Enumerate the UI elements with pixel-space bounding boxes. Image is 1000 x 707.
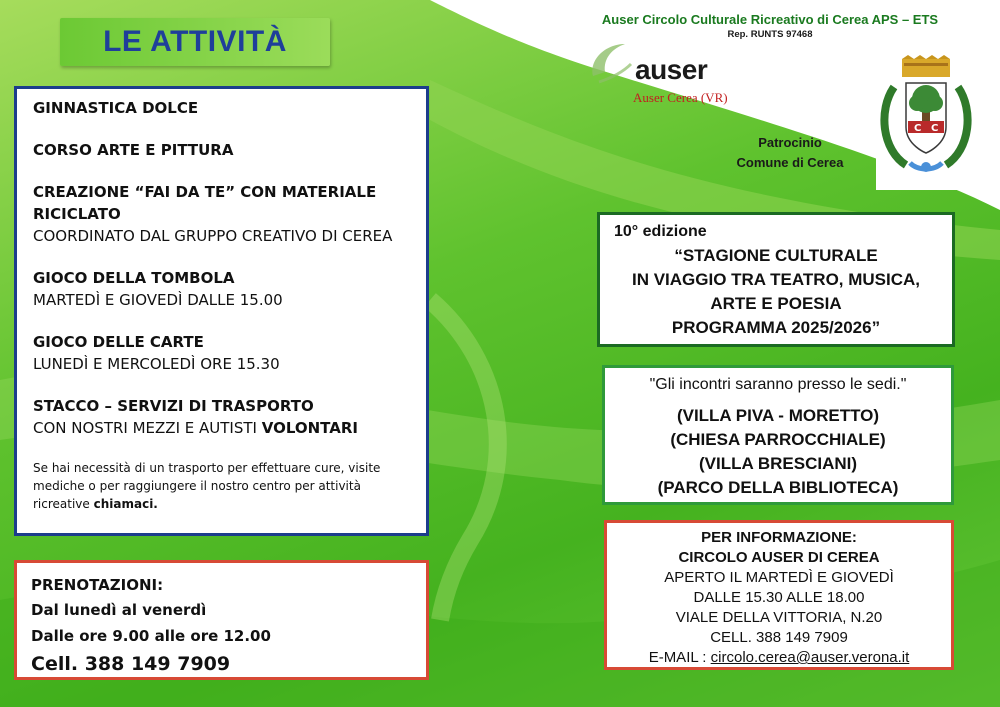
activity-detail: COORDINATO DAL GRUPPO CREATIVO DI CEREA bbox=[33, 227, 393, 245]
activity-detail-emphasis: VOLONTARI bbox=[261, 419, 358, 437]
activities-title-badge bbox=[60, 18, 330, 66]
activity-heading: STACCO – SERVIZI DI TRASPORTO bbox=[33, 397, 314, 415]
booking-days: Dal lunedì al venerdì bbox=[31, 601, 207, 619]
info-email-link[interactable]: circolo.cerea@auser.verona.it bbox=[710, 649, 910, 666]
activity-detail-text: CON NOSTRI MEZZI E AUTISTI bbox=[33, 419, 262, 437]
logo-subtitle: Auser Cerea (VR) bbox=[633, 90, 728, 105]
info-heading: PER INFORMAZIONE: bbox=[701, 529, 857, 546]
activity-item bbox=[33, 331, 412, 375]
info-box bbox=[604, 520, 954, 670]
patronage bbox=[690, 133, 890, 173]
activity-heading: CREAZIONE “FAI DA TE” CON MATERIALE RICICLATO bbox=[33, 183, 377, 223]
transport-note-call: chiamaci. bbox=[93, 497, 158, 511]
logo-word: auser bbox=[635, 54, 708, 85]
venues-box bbox=[602, 365, 954, 505]
venue-item: (CHIESA PARROCCHIALE) bbox=[670, 430, 886, 449]
activity-item bbox=[33, 139, 412, 161]
venue-item: (VILLA BRESCIANI) bbox=[698, 454, 858, 473]
transport-note-text: Se hai necessità di un trasporto per effettuare cure, visite mediche o per raggiungere il nostro centro per attività ricreative bbox=[33, 461, 381, 511]
activity-heading: GINNASTICA DOLCE bbox=[33, 99, 199, 117]
info-phone[interactable]: CELL. 388 149 7909 bbox=[710, 629, 848, 646]
booking-phone[interactable]: Cell. 388 149 7909 bbox=[31, 653, 231, 675]
season-title-line: IN VIAGGIO TRA TEATRO, MUSICA, bbox=[631, 270, 921, 289]
season-title-line: “STAGIONE CULTURALE bbox=[674, 246, 878, 265]
activity-heading: GIOCO DELLE CARTE bbox=[33, 333, 204, 351]
edition-box bbox=[597, 212, 955, 347]
activity-heading: CORSO ARTE E PITTURA bbox=[33, 141, 234, 159]
booking-box bbox=[14, 560, 429, 680]
activity-item bbox=[33, 97, 412, 119]
svg-text:C: C bbox=[914, 123, 922, 134]
activity-item bbox=[33, 181, 412, 247]
activity-detail: LUNEDÌ E MERCOLEDÌ ORE 15.30 bbox=[33, 355, 280, 373]
season-title-line: ARTE E POESIA bbox=[710, 294, 842, 313]
patronage-label: Patrocinio bbox=[758, 135, 822, 150]
organization-registry: Rep. RUNTS 97468 bbox=[727, 29, 813, 40]
venue-item: (PARCO DELLA BIBLIOTECA) bbox=[657, 478, 899, 497]
page-title: LE ATTIVITÀ bbox=[103, 25, 287, 58]
season-title-line: PROGRAMMA 2025/2026” bbox=[671, 318, 881, 337]
info-address: VIALE DELLA VITTORIA, N.20 bbox=[675, 609, 883, 626]
activity-item bbox=[33, 395, 412, 439]
activity-heading: GIOCO DELLA TOMBOLA bbox=[33, 269, 235, 287]
booking-label: PRENOTAZIONI: bbox=[31, 576, 164, 594]
info-hours: DALLE 15.30 ALLE 18.00 bbox=[693, 589, 865, 606]
transport-note bbox=[33, 459, 412, 513]
activities-list bbox=[14, 86, 429, 536]
booking-hours: Dalle ore 9.00 alle ore 12.00 bbox=[31, 627, 271, 645]
info-organization: CIRCOLO AUSER DI CEREA bbox=[678, 549, 880, 566]
activity-item bbox=[33, 267, 412, 311]
venues-intro: "Gli incontri saranno presso le sedi." bbox=[649, 376, 907, 393]
organization-name: Auser Circolo Culturale Ricreativo di Cerea APS – ETS bbox=[601, 12, 939, 27]
edition-label: 10° edizione bbox=[614, 223, 707, 240]
activity-detail bbox=[33, 417, 412, 439]
info-email-label: E-MAIL : bbox=[648, 649, 711, 666]
venue-item: (VILLA PIVA - MORETTO) bbox=[676, 406, 880, 425]
cerea-coat-of-arms-icon bbox=[876, 55, 976, 190]
info-open-days: APERTO IL MARTEDÌ E GIOVEDÌ bbox=[664, 569, 894, 586]
svg-text:C: C bbox=[931, 123, 939, 134]
patronage-municipality: Comune di Cerea bbox=[736, 155, 844, 170]
info-email-row bbox=[613, 648, 945, 668]
activity-detail: MARTEDÌ E GIOVEDÌ DALLE 15.00 bbox=[33, 291, 283, 309]
auser-logo bbox=[585, 38, 785, 113]
